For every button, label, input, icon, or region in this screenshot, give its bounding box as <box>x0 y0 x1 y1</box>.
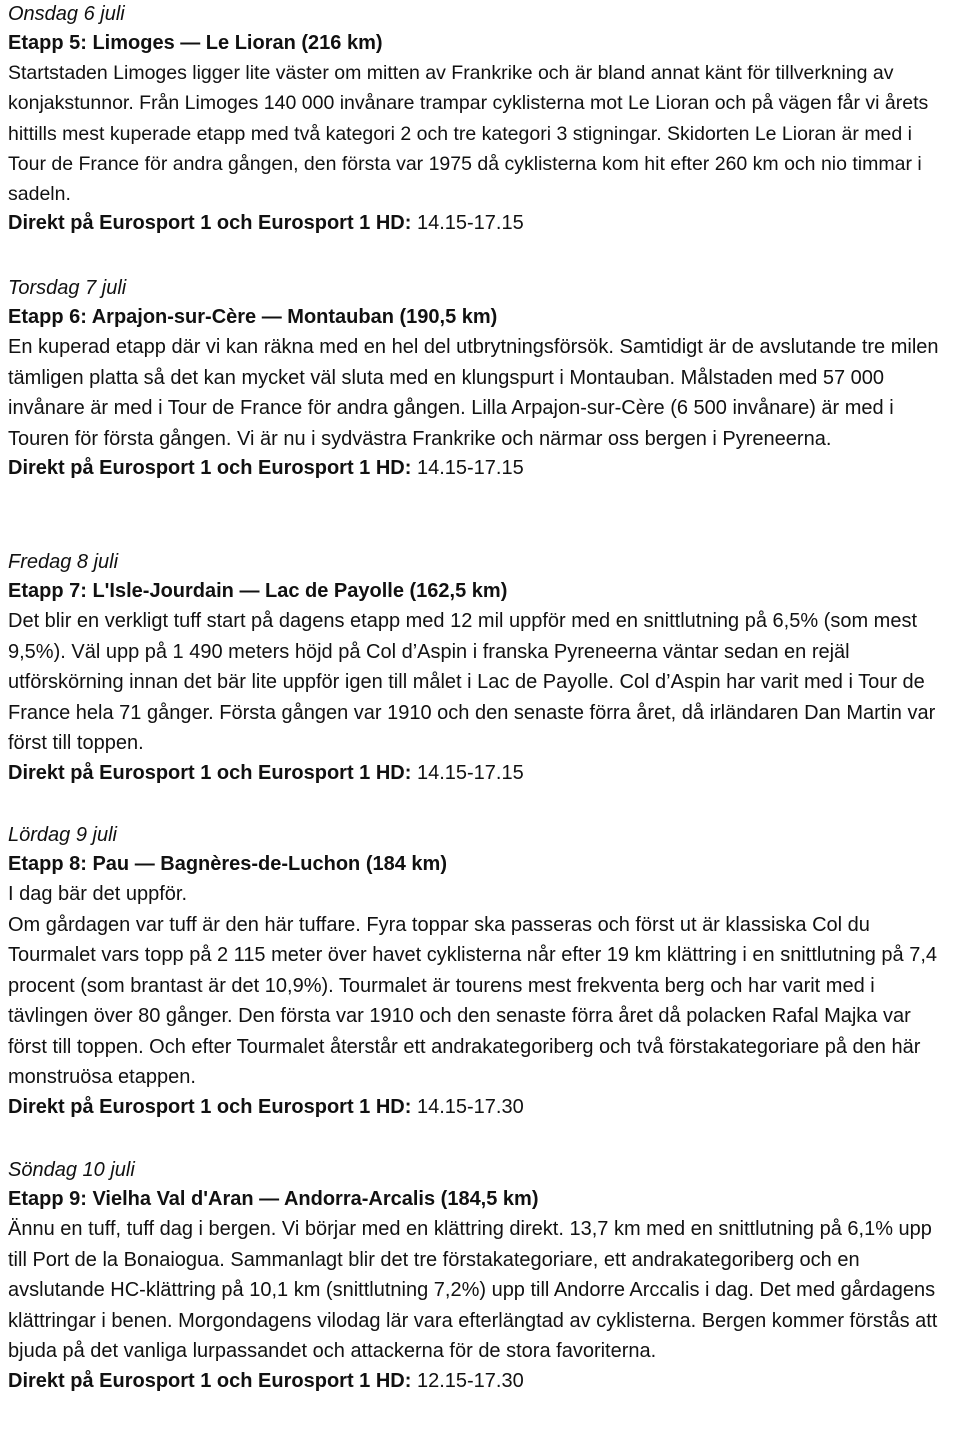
stage-title: Etapp 6: Arpajon-sur-Cère — Montauban (190,5 km) <box>8 306 498 328</box>
stage-date: Onsdag 6 juli <box>8 3 125 25</box>
broadcast-label: Direkt på Eurosport 1 och Eurosport 1 HD: <box>8 212 412 235</box>
stage-date: Fredag 8 juli <box>8 551 119 573</box>
stage-date: Lördag 9 juli <box>8 824 117 846</box>
stage-section <box>8 821 952 1122</box>
stage-date: Söndag 10 juli <box>8 1159 135 1181</box>
broadcast-info <box>8 1093 952 1122</box>
broadcast-time: 14.15-17.15 <box>416 212 524 235</box>
broadcast-label: Direkt på Eurosport 1 och Eurosport 1 HD: <box>8 1369 412 1392</box>
stage-description: Om gårdagen var tuff är den här tuffare. Fyra toppar ska passeras och först ut är klassiska Col du Tourmalet vars topp på 2 115 meter över havet cyklisterna når efter 19 km klättring i en snittlutning på 7,4 procent (som brantast är det 10,9%). Tourmalet är tourens mest frekventa berg och har varit med i tävlingen över 80 gånger. Den första var 1910 och den senaste förra året då polacken Rafal Majka var först till toppen. Och efter Tourmalet återstår ett andrakategoriberg och två förstakategoriare på den här monstruösa etappen. <box>8 913 937 1088</box>
stage-description: I dag bär det uppför. <box>8 883 188 905</box>
broadcast-time: 14.15-17.30 <box>416 1095 524 1118</box>
broadcast-info <box>8 1367 952 1396</box>
stage-description: Ännu en tuff, tuff dag i bergen. Vi börjar med en klättring direkt. 13,7 km med en snittlutning på 6,1% upp till Port de la Bonaiogua. Sammanlagt blir det tre förstakategoriare, ett andrakategoriberg och en avslutande HC-klättring på 10,1 km (snittlutning 7,2%) upp till Andorre Arccalis i dag. Det med gårdagens klättringar i benen. Morgondagens vilodag lär vara efterlängtad av cyklisterna. Bergen kommer förstås att bjuda på det vanliga lurpassandet och attackerna för de stora favoriterna. <box>8 1218 938 1362</box>
stage-title: Etapp 8: Pau — Bagnères-de-Luchon (184 km) <box>8 853 447 875</box>
broadcast-label: Direkt på Eurosport 1 och Eurosport 1 HD: <box>8 1095 412 1118</box>
broadcast-info <box>8 209 952 238</box>
stage-title: Etapp 7: L'Isle-Jourdain — Lac de Payolle (162,5 km) <box>8 580 508 602</box>
broadcast-label: Direkt på Eurosport 1 och Eurosport 1 HD: <box>8 761 412 784</box>
broadcast-time: 12.15-17.30 <box>416 1369 524 1392</box>
stage-section <box>8 0 952 238</box>
broadcast-label: Direkt på Eurosport 1 och Eurosport 1 HD: <box>8 457 412 479</box>
broadcast-info <box>8 759 952 788</box>
stage-description: Det blir en verkligt tuff start på dagens etapp med 12 mil uppför med en snittlutning på 6,5% (som mest 9,5%). Väl upp på 1 490 meters höjd på Col d’Aspin i franska Pyreneerna väntar sedan en rejäl utförskörning innan det bär lite uppför igen till målet i Lac de Payolle. Col d’Aspin har varit med i Tour de France hela 71 gånger. Första gången var 1910 och den senaste förra året, då irländaren Dan Martin var först till toppen. <box>8 610 936 754</box>
stage-section <box>8 274 952 483</box>
stage-section <box>8 548 952 788</box>
broadcast-time: 14.15-17.15 <box>416 457 524 479</box>
stage-title: Etapp 9: Vielha Val d'Aran — Andorra-Arcalis (184,5 km) <box>8 1188 539 1210</box>
stage-description: Startstaden Limoges ligger lite väster om mitten av Frankrike och är bland annat känt för tillverkning av konjakstunnor. Från Limoges 140 000 invånare trampar cyklisterna mot Le Lioran och på vägen får vi årets hittills mest kuperade etapp med två kategori 2 och tre kategori 3 stigningar. Skidorten Le Lioran är med i Tour de France för andra gången, den första var 1975 då cyklisterna kom hit efter 260 km och nio timmar i sadeln. <box>8 62 929 206</box>
broadcast-time: 14.15-17.15 <box>416 761 524 784</box>
stage-date: Torsdag 7 juli <box>8 277 127 299</box>
stage-description: En kuperad etapp där vi kan räkna med en hel del utbrytningsförsök. Samtidigt är de avslutande tre milen tämligen platta så det kan mycket väl sluta med en klungspurt i Montauban. Målstaden med 57 000 invånare är med i Tour de France för andra gången. Lilla Arpajon-sur-Cère (6 500 invånare) är med i Touren för första gången. Vi är nu i sydvästra Frankrike och närmar oss bergen i Pyreneerna. <box>8 336 939 450</box>
broadcast-info <box>8 454 952 483</box>
stage-section <box>8 1156 952 1396</box>
stage-title: Etapp 5: Limoges — Le Lioran (216 km) <box>8 32 383 54</box>
